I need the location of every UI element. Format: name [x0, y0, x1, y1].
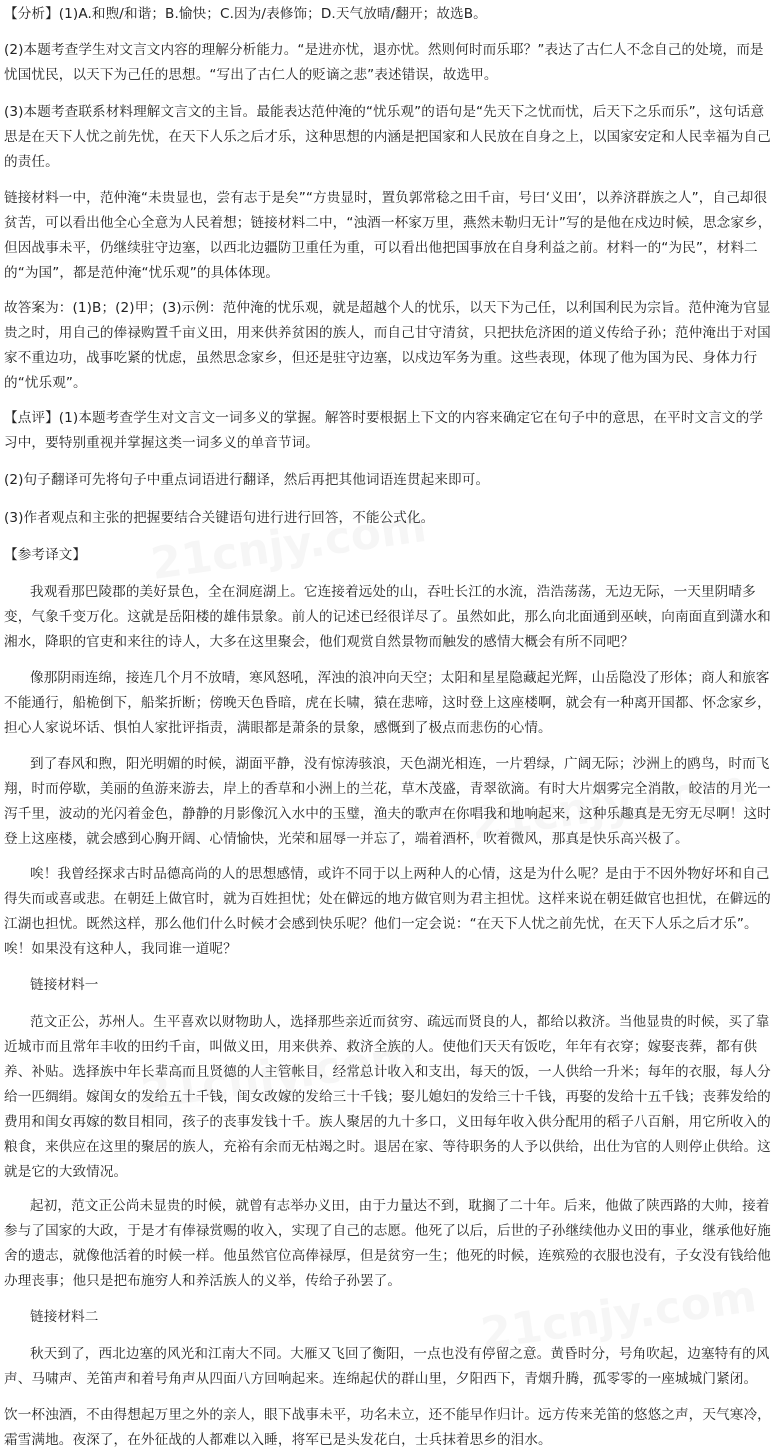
translation-paragraph-2: 像那阴雨连绵，接连几个月不放晴，寒风怒吼，浑浊的浪冲向天空；太阳和星星隐藏起光辉，山岳隐没了形体；商人和旅客不能通行，船桅倒下，船桨折断；傍晚天色昏暗，虎在长啸，猿在悲啼，这时登上这座楼啊，就会有一种离开国都、怀念家乡，担心人家说坏话、惧怕人家批评指责，满眼都是萧条的景象，感慨到了极点而悲伤的心情。: [4, 670, 771, 736]
link-material-2-heading: 链接材料二: [30, 1309, 99, 1325]
link-material-2-paragraph-1: 秋天到了，西北边塞的风光和江南大不同。大雁又飞回了衡阳，一点也没有停留之意。黄昏时分，号角吹起，边塞特有的风声、马啸声、羌笛声和着号角声从四面八方回响起来。连绵起伏的群山里，夕阳西下，青烟升腾，孤零零的一座城城门紧闭。: [4, 1346, 770, 1387]
link-material-2-paragraph-2: 饮一杯浊酒，不由得想起万里之外的亲人，眼下战事未平，功名未立，还不能早作归计。远方传来羌笛的悠悠之声，天气寒冷，霜雪满地。夜深了，在外征战的人都难以入睡，将军已是头发花白，士兵抹着思乡的泪水。: [4, 1407, 771, 1448]
answer-paragraph: 故答案为：(1)B；(2)甲；(3)示例：范仲淹的忧乐观，就是超越个人的忧乐，以天下为己任，以利国利民为宗旨。范仲淹为官显贵之时，用自己的俸禄购置千亩义田，用来供养贫困的族人，而自己甘守清贫，只把扶危济困的道义传给子孙；范仲淹出于对国家不重边功，战事吃紧的忧虑，虽然思念家乡，但还是驻守边塞，以戍边军务为重。这些表现，体现了他为国为民、身体力行的“忧乐观”。: [4, 300, 771, 391]
translation-paragraph-3: 到了春风和煦，阳光明媚的时候，湖面平静，没有惊涛骇浪，天色湖光相连，一片碧绿，广阔无际；沙洲上的鸥鸟，时而飞翔，时而停歇，美丽的鱼游来游去，岸上的香草和小洲上的兰花，草木茂盛，青翠欲滴。有时大片烟雾完全消散，皎洁的月光一泻千里，波动的光闪着金色，静静的月影像沉入水中的玉璧，渔夫的歌声在你唱我和地响起来，这种乐趣真是无穷无尽啊！这时登上这座楼，就会感到心胸开阔、心情愉快，光荣和屈辱一并忘了，端着酒杯，吹着微风，那真是快乐高兴极了。: [4, 756, 771, 847]
comment-paragraph-2: (2)句子翻译可先将句子中重点词语进行翻译，然后再把其他词语连贯起来即可。: [4, 472, 490, 488]
comment-paragraph-1: 【点评】(1)本题考查学生对文言文一词多义的掌握。解答时要根据上下文的内容来确定它在句子中的意思，在平时文言文的学习中，要特别重视并掌握这类一词多义的单音节词。: [4, 410, 764, 451]
analysis-paragraph-2: (2)本题考查学生对文言文内容的理解分析能力。“是进亦忧，退亦忧。然则何时而乐耶？”表达了古仁人不念自己的处境，而是忧国忧民，以天下为己任的思想。“写出了古仁人的贬谪之悲”表述错误，故选甲。: [4, 42, 764, 83]
link-material-1-paragraph-2: 起初，范文正公尚未显贵的时候，就曾有志举办义田，由于力量达不到，耽搁了二十年。后来，他做了陕西路的大帅，接着参与了国家的大政，于是才有俸禄赏赐的收入，实现了自己的志愿。他死了以后，后世的子孙继续他办义田的事业，继承他好施舍的遗志，就像他活着的时候一样。他虽然官位高俸禄厚，但是贫穷一生；他死的时候，连殡殓的衣服也没有，子女没有钱给他办理丧事；他只是把布施穷人和养活族人的义举，传给子孙罢了。: [4, 1198, 771, 1289]
translation-heading: 【参考译文】: [4, 547, 87, 563]
translation-paragraph-1: 我观看那巴陵郡的美好景色，全在洞庭湖上。它连接着远处的山，吞吐长江的水流，浩浩荡荡，无边无际，一天里阴晴多变，气象千变万化。这就是岳阳楼的雄伟景象。前人的记述已经很详尽了。虽然如此，那么向北面通到巫峡，向南面直到潇水和湘水，降职的官吏和来往的诗人，大多在这里聚会，他们观赏自然景物而触发的感情大概会有所不同吧？: [4, 584, 771, 650]
analysis-link-paragraph: 链接材料一中，范仲淹“未贵显也，尝有志于是矣”“方贵显时，置负郭常稔之田千亩，号曰‘义田’，以养济群族之人”，自己却很贫苦，可以看出他全心全意为人民着想；链接材料二中，“浊酒一杯家万里，燕然未勒归无计”写的是他在戍边时候，思念家乡，但因战事未平，仍继续驻守边塞，以西北边疆防卫重任为重，可以看出他把国事放在自身利益之前。材料一的“为民”，材料二的“为国”，都是范仲淹“忧乐观”的具体体现。: [4, 190, 772, 281]
analysis-paragraph-3: (3)本题考查联系材料理解文言文的主旨。最能表达范仲淹的“忧乐观”的语句是“先天下之忧而忧，后天下之乐而乐”，这句话意思是在天下人忧之前先忧，在天下人乐之后才乐，这种思想的内涵是把国家和人民放在自身之上，以国家安定和人民幸福为自己的责任。: [4, 104, 771, 170]
link-material-1-paragraph-1: 范文正公，苏州人。生平喜欢以财物助人，选择那些亲近而贫穷、疏远而贤良的人，都给以救济。当他显贵的时候，买了靠近城市而且常年丰收的田约千亩，叫做义田，用来供养、救济全族的人。使他们天天有饭吃，年年有衣穿；嫁娶丧葬，都有供养、补贴。选择族中年长辈高而且贤德的人主管帐目，经常总计收入和支出，每天的饭，一人供给一升米；每年的衣服，每人分给一匹绸绢。嫁闺女的发给五十千钱，闺女改嫁的发给三十千钱；娶儿媳妇的发给三十千钱，再娶的发给十五千钱；丧葬发给的费用和闺女再嫁的数目相同，孩子的丧事发钱十千。族人聚居的九十多口，义田每年收入供分配用的稻子八百斛，用它所收入的粮食，来供应在这里的聚居的族人，充裕有余而无枯竭之时。退居在家、等待职务的人予以供给，出仕为官的人则停止供给。这就是它的大致情况。: [4, 1014, 771, 1180]
comment-paragraph-3: (3)作者观点和主张的把握要结合关键语句进行进行回答，不能公式化。: [4, 510, 435, 526]
analysis-heading-paragraph: 【分析】(1)A.和煦/和谐；B.愉快；C.因为/表修饰；D.天气放晴/翻开；故选B。: [4, 6, 487, 22]
link-material-1-heading: 链接材料一: [30, 977, 99, 993]
translation-paragraph-4: 唉！我曾经探求古时品德高尚的人的思想感情，或许不同于以上两种人的心情，这是为什么呢？是由于不因外物好坏和自己得失而或喜或悲。在朝廷上做官时，就为百姓担忧；处在僻远的地方做官则为君主担忧。这样来说在朝廷做官也担忧，在僻远的江湖也担忧。既然这样，那么他们什么时候才会感到快乐呢？他们一定会说：“在天下人忧之前先忧，在天下人乐之后才乐”。唉！如果没有这种人，我同谁一道呢？: [4, 866, 771, 957]
